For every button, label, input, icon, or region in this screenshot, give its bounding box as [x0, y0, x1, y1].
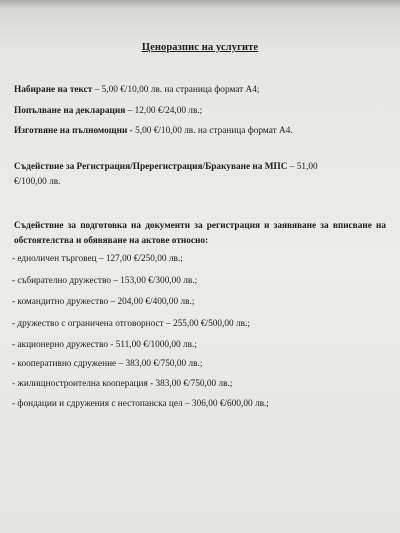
service-name: Набиране на текст [14, 85, 93, 95]
list-item: - едноличен търговец – 127,00 €/250,00 лв.; [12, 254, 183, 264]
list-item: - жилищностроителна кооперация - 383,00 €/750,00 лв.; [12, 379, 233, 389]
service-name: Попълване на декларация [14, 106, 126, 116]
vehicle-service [14, 160, 388, 190]
list-item: - фондации и сдружения с нестопанска цел – 306,00 €/600,00 лв.; [12, 399, 269, 409]
list-item: - кооперативно сдружение – 383,00 €/750,00 лв.; [12, 359, 203, 369]
registration-heading [14, 219, 386, 249]
paper-edge [0, 0, 400, 8]
page-title: Ценоразпис на услугите [141, 42, 259, 53]
list-item: - командитно дружество – 204,00 €/400,00 лв.; [12, 297, 195, 307]
list-item: - акционерно дружество - 511,00 €/1000,00 лв.; [12, 340, 197, 350]
service-price: – 5,00 €/10,00 лв. на страница формат А4; [92, 85, 260, 95]
vehicle-service-name: Съдействие за Регистрация/Пререгистрация/Бракуване на МПС [14, 162, 288, 172]
vehicle-service-price: – 51,00 [287, 162, 318, 172]
vehicle-service-price-cont: €/100,00 лв. [14, 177, 61, 187]
vehicle-service-line [14, 160, 388, 175]
service-line-declaration [14, 105, 202, 117]
service-line-typing [14, 84, 260, 96]
service-name: Изготвяне на пълномощни [14, 126, 128, 136]
service-price: - 5,00 €/10,00 лв. на страница формат А4. [127, 126, 293, 136]
service-price: – 12,00 €/24,00 лв.; [125, 106, 203, 116]
list-item: - дружество с ограничена отговорност – 255,00 €/500,00 лв.; [12, 319, 250, 329]
registration-heading-text: Съдействие за подготовка на документи за регистрация и заявяване за вписване на обстоятелства и обявяване на актове относно: [14, 221, 386, 246]
list-item: - събирателно дружество – 153,00 €/300,00 лв.; [12, 276, 198, 286]
service-line-power-of-attorney [14, 125, 293, 137]
